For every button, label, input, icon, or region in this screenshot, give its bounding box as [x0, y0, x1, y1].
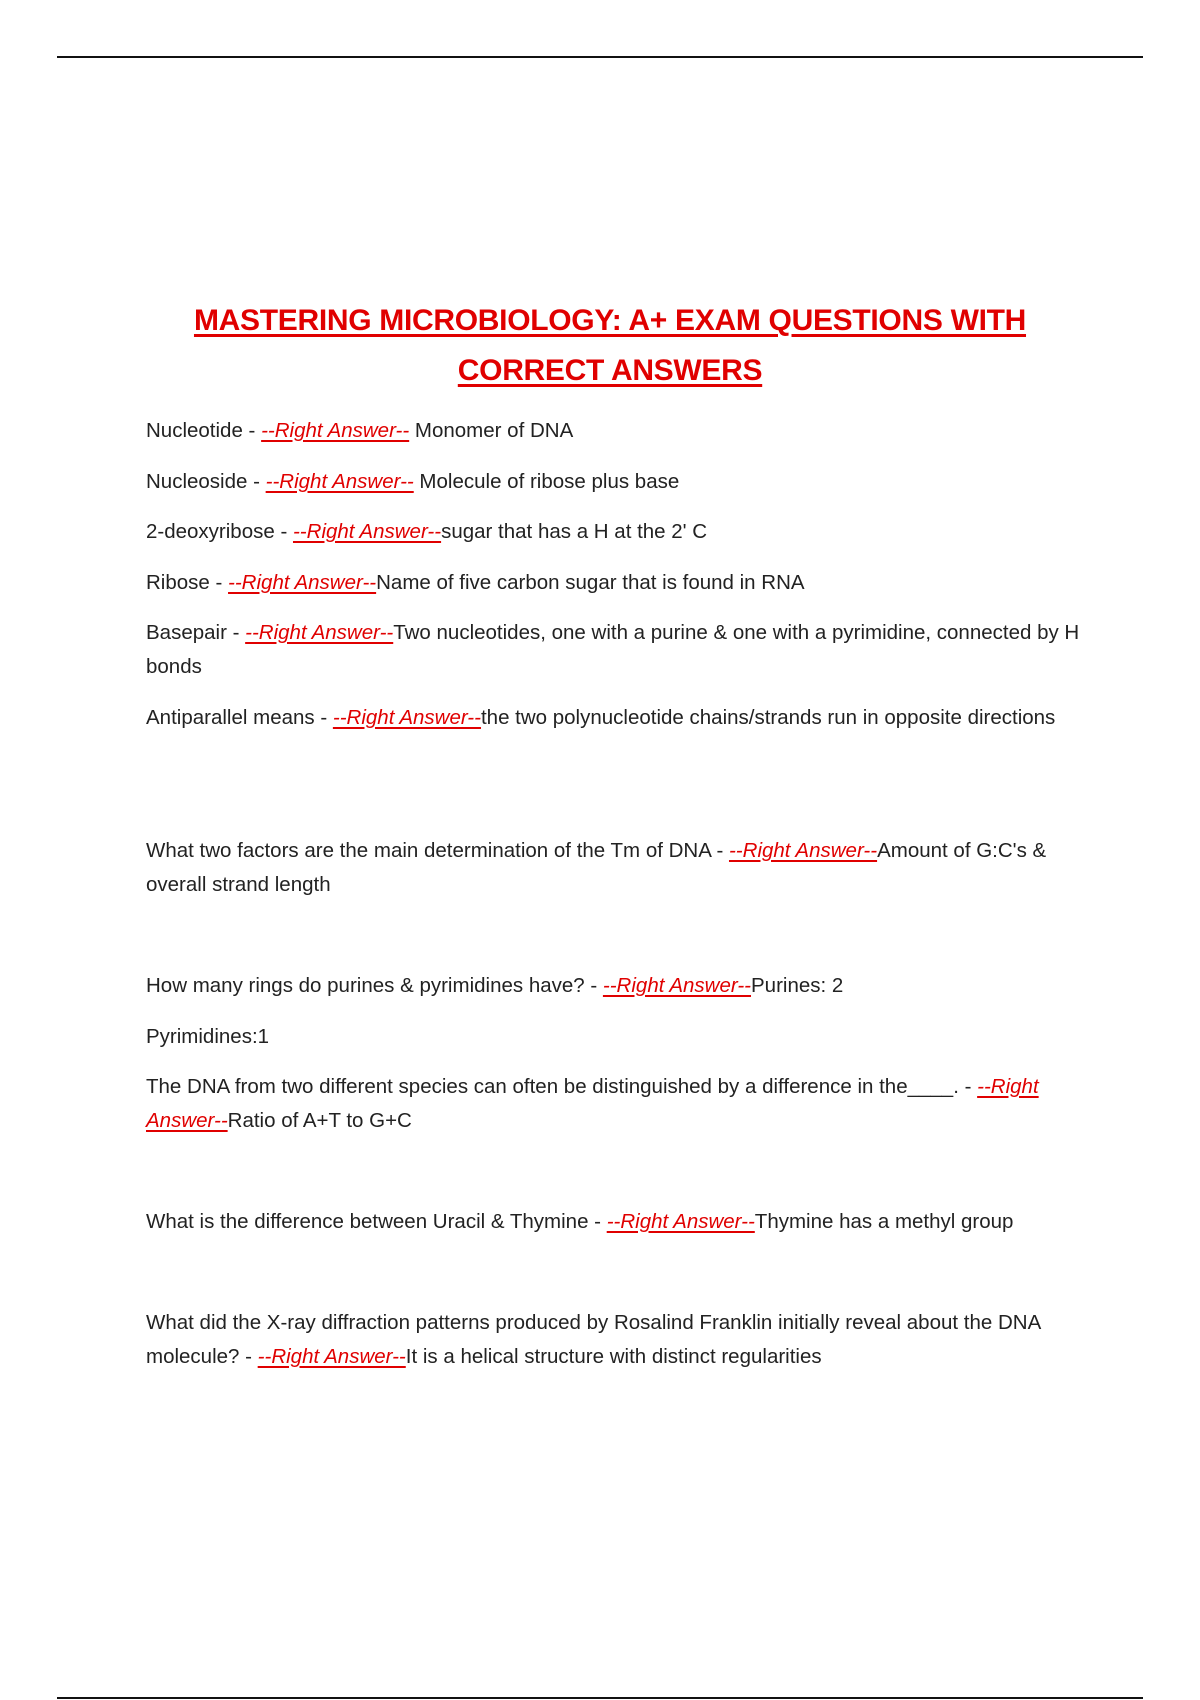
answer-text: Amount of G:C's & overall strand length — [146, 839, 1047, 896]
answer-text: It is a helical structure with distinct regularities — [405, 1345, 822, 1368]
qa-item-ribose — [146, 566, 1086, 600]
question-text: Basepair - — [146, 621, 246, 644]
question-text: What is the difference between Uracil & Thymine - — [146, 1210, 607, 1233]
right-answer-label: --Right Answer-- — [228, 571, 377, 594]
answer-text: sugar that has a H at the 2' C — [441, 520, 708, 543]
question-text: Pyrimidines:1 — [146, 1025, 270, 1048]
answer-text: Purines: 2 — [751, 974, 844, 997]
question-text: What did the X-ray diffraction patterns produced by Rosalind Franklin initially reveal about the DNA molecule? - — [146, 1311, 1041, 1368]
qa-item-uracil-thymine — [146, 1205, 1086, 1239]
answer-text: Monomer of DNA — [409, 419, 574, 442]
qa-item-pyrimidines — [146, 1020, 1086, 1054]
right-answer-label: --Right Answer-- — [332, 706, 481, 729]
answer-text: Ratio of A+T to G+C — [227, 1109, 412, 1132]
qa-item-tm-factors — [146, 834, 1086, 902]
right-answer-label: --Right Answer-- — [265, 470, 414, 493]
right-answer-label: --Right Answer-- — [261, 419, 410, 442]
right-answer-label: --Right Answer-- — [606, 1210, 755, 1233]
qa-item-nucleoside — [146, 465, 1086, 499]
answer-text: Thymine has a methyl group — [754, 1210, 1014, 1233]
question-text: Nucleotide - — [146, 419, 262, 442]
answer-text: Two nucleotides, one with a purine & one with a pyrimidine, connected by H bonds — [146, 621, 1080, 678]
question-text: Antiparallel means - — [146, 706, 333, 729]
qa-item-deoxyribose — [146, 515, 1086, 549]
document-title: MASTERING MICROBIOLOGY: A+ EXAM QUESTIONS WITH CORRECT ANSWERS — [193, 304, 1027, 387]
answer-text: Name of five carbon sugar that is found in RNA — [376, 571, 805, 594]
right-answer-label: --Right Answer-- — [257, 1345, 406, 1368]
right-answer-label: --Right Answer-- — [602, 974, 751, 997]
right-answer-label: --Right Answer-- — [728, 839, 878, 862]
question-text: 2-deoxyribose - — [146, 520, 293, 543]
question-text: Ribose - — [146, 571, 229, 594]
right-answer-label: --Right Answer-- — [292, 520, 442, 543]
right-answer-label: --Right Answer-- — [245, 621, 394, 644]
answer-text: the two polynucleotide chains/strands run in opposite directions — [480, 706, 1056, 729]
qa-item-basepair — [146, 616, 1086, 684]
question-text: What two factors are the main determination of the Tm of DNA - — [146, 839, 729, 862]
top-rule — [57, 56, 1143, 58]
right-answer-label: --Right Answer-- — [146, 1075, 1039, 1132]
question-text: The DNA from two different species can often be distinguished by a difference in the____. - — [146, 1075, 978, 1098]
qa-item-antiparallel — [146, 701, 1086, 735]
answer-text: Molecule of ribose plus base — [413, 470, 680, 493]
question-text: How many rings do purines & pyrimidines have? - — [146, 974, 603, 997]
qa-item-nucleotide — [146, 414, 1086, 448]
bottom-rule — [57, 1697, 1143, 1699]
question-text: Nucleoside - — [146, 470, 266, 493]
qa-item-dna-species — [146, 1070, 1086, 1138]
qa-item-rings — [146, 969, 1086, 1003]
qa-item-xray — [146, 1306, 1086, 1374]
